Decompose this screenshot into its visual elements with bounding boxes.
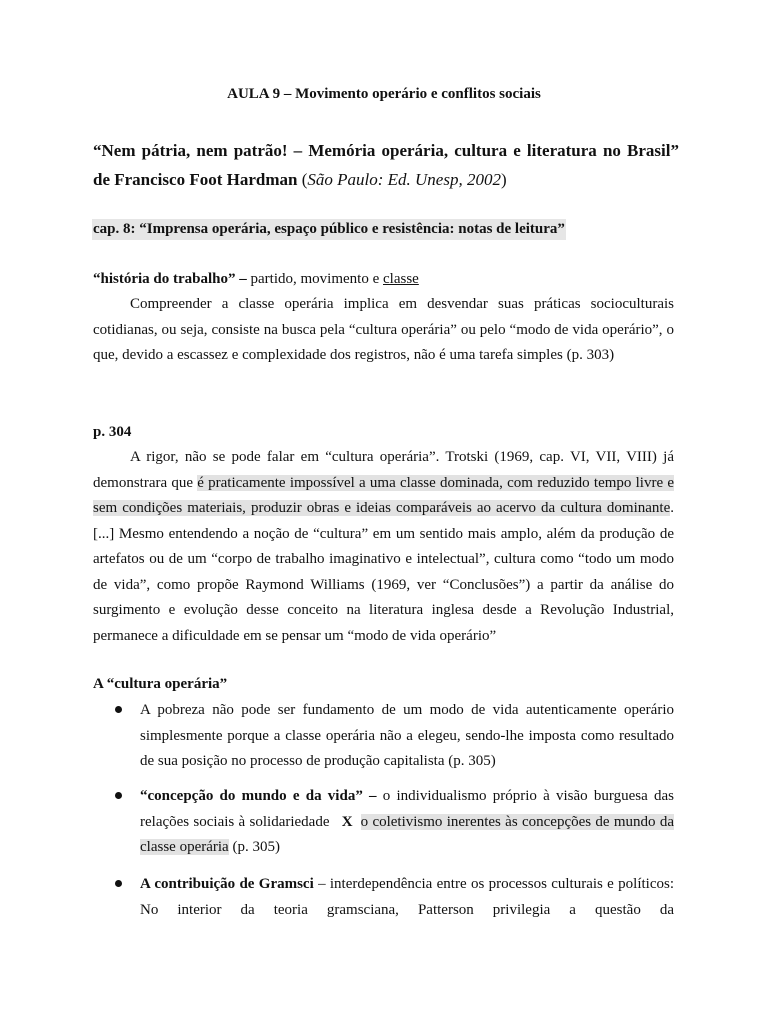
publication-close-paren: )	[500, 170, 507, 189]
bullet-bold-term: A contribuição de Gramsci	[140, 876, 314, 892]
paragraph-trotski	[93, 445, 674, 649]
book-title: “Nem pátria, nem patrão! – Memória operária, cultura e literatura no Brasil”	[93, 141, 679, 160]
list-item	[93, 698, 674, 775]
section-heading-cultura-operaria: A “cultura operária”	[93, 676, 228, 692]
versus-marker: X	[341, 813, 353, 830]
bullet-dot-icon	[115, 880, 122, 887]
highlighted-phrase: o coletivismo inerentes às concepções de mundo da classe operária	[140, 813, 674, 855]
bullet-page-ref: (p. 305)	[228, 839, 280, 855]
paragraph-cultura-operaria-intro: Compreender a classe operária implica em desvendar suas práticas socioculturais cotidianas, ou seja, consiste na busca pela “cultura operária” ou pelo “modo de vida operário”, o que, devido a escassez e complexidade dos registros, não é uma tarefa simples (p. 303)	[93, 296, 674, 363]
chapter-heading: cap. 8: “Imprensa operária, espaço público e resistência: notas de leitura”	[92, 219, 566, 240]
bullet-text	[140, 872, 674, 923]
publication-open-paren: (	[297, 170, 308, 189]
book-publisher: São Paulo: Ed. Unesp, 2002	[307, 170, 501, 189]
bullet-dot-icon	[115, 706, 122, 713]
book-reference	[93, 136, 679, 194]
section-heading-bold: “história do trabalho” –	[93, 271, 247, 287]
bullet-body: – interdependência entre os processos culturais e políticos: No interior da teoria gramsciana, Patterson privilegia a questão da	[140, 876, 674, 918]
highlighted-quote: é praticamente impossível a uma classe dominada, com reduzido tempo livre e sem condições materiais, produzir obras e ideias comparáveis ao acervo da cultura dominante	[93, 474, 674, 516]
book-author: de Francisco Foot Hardman	[93, 170, 298, 189]
bullet-bold-term: “concepção do mundo e da vida” –	[140, 788, 377, 804]
list-item	[93, 784, 674, 861]
section-heading-underlined: classe	[383, 271, 419, 287]
lesson-title: AULA 9 – Movimento operário e conflitos sociais	[227, 86, 541, 102]
paragraph-text-before: A rigor, não se pode falar em “cultura operária”. Trotski (1969, cap. VI, VII, VIII) já demonstrara que	[93, 449, 674, 491]
bullet-dot-icon	[115, 792, 122, 799]
section-heading-rest: partido, movimento e	[246, 271, 383, 287]
bullet-text: A pobreza não pode ser fundamento de um modo de vida autenticamente operário simplesmente porque a classe operária não a elegeu, sendo-lhe imposta como resultado de sua posição no processo de produção capitalista (p. 305)	[140, 702, 674, 769]
bullet-text	[140, 784, 674, 861]
bullet-body: o individualismo próprio à visão burguesa das relações sociais à solidariedade	[140, 788, 674, 830]
page-marker-304: p. 304	[93, 424, 132, 440]
list-item	[93, 872, 674, 923]
section-heading-historia	[93, 271, 419, 288]
paragraph-text-after: .[...] Mesmo entendendo a noção de “cultura” em um sentido mais amplo, além da produção de artefatos ou de um “corpo de trabalho imaginativo e intelectual”, cultura como “todo um modo de vida”, como propõe Raymond Williams (1969, ver “Conclusões”) a partir da análise do surgimento e evolução desse conceito na literatura inglesa desde a Revolução Industrial, permanece a dificuldade em se pensar um “modo de vida operário”	[93, 500, 674, 644]
